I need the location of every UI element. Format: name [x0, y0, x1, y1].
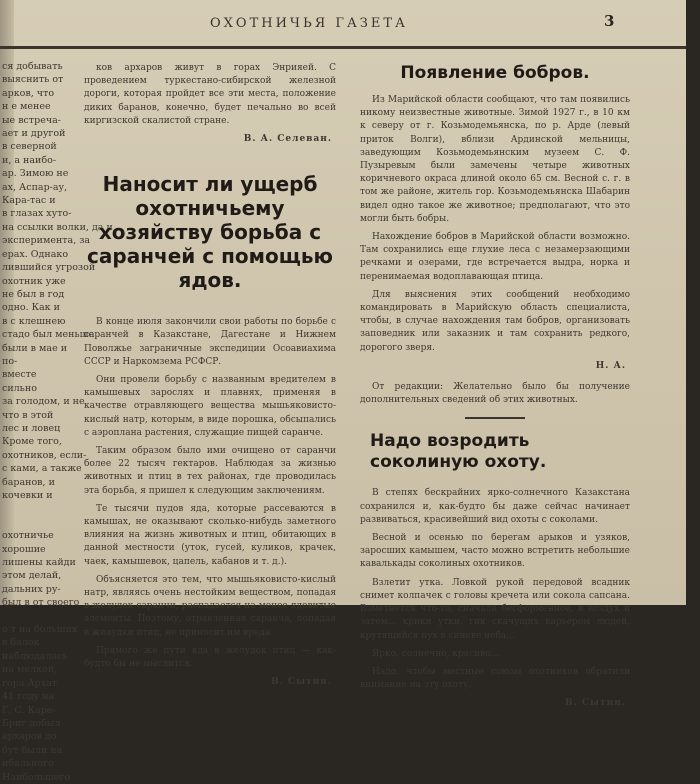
fragment-line: ся добывать: [2, 61, 63, 72]
fragment-line: в северной: [2, 141, 57, 153]
fragment-line: одно. Как и: [2, 302, 60, 314]
fragment-line: в глазах хуто-: [2, 208, 72, 220]
fragment-line: ибального: [2, 758, 54, 770]
fragment-line: [2, 516, 62, 529]
fragment-line: и, а наибо-: [2, 154, 57, 166]
fragment-line: Бриг добыл: [2, 717, 61, 729]
fragment-line: был в от своего: [2, 597, 80, 609]
fragment-line: дальних ру-: [2, 583, 61, 595]
fragment-line: за голодом, и не: [2, 396, 85, 408]
fragment-line: охотничье: [2, 530, 54, 542]
fragment-line: Кара-тас и: [2, 195, 56, 207]
fragment-line: сильно: [2, 382, 37, 394]
fragment-line: о т на больших: [2, 624, 78, 636]
fragment-line: лившийся угрозой: [2, 262, 96, 274]
locust-paragraph: Они провели борьбу с названным вредителем в камышевых зарослях и плавнях, применяя в качестве отравляющего вещества мышьяковисто-кислый натр, которым, в виде порошка, обсыпались с аэроплана растения, служащие пищей саранче.: [84, 375, 336, 438]
fragment-line: ах, Аспар-ау,: [2, 181, 68, 193]
section-divider: [465, 417, 525, 419]
fragment-line: ые встреча-: [2, 114, 61, 126]
fragment-line: лес и ловец: [2, 422, 61, 434]
beavers-signature: Н. А.: [595, 360, 626, 371]
fragment-line: хорошие: [2, 543, 46, 555]
falcon-signature: В. Сытин.: [564, 698, 626, 709]
fragment-line: ар. Зимою не: [2, 168, 69, 180]
fragment-line: в балок: [2, 637, 40, 649]
fragment-line: архаров до: [2, 731, 57, 743]
fragment-line: Г. С. Каре-: [2, 704, 56, 716]
locust-paragraph: Те тысячи пудов яда, которые рассеваются в камышах, не оказывают сколько-нибудь заметного влияния на жизнь животных и птиц, обитающих в данной местности (уток, гусей, куликов, крачек, чаек, камышевок, цапель, кабанов и т. д.).: [84, 503, 336, 567]
locust-paragraph: В конце июля закончили свои работы по борьбе с саранчей в Казакстане, Дагестане и Нижнем Поволжье заграничные экспедиции Осоавиахима СССР и Наркомзема РСФСР.: [84, 317, 336, 367]
fragment-line: с ками, а также: [2, 463, 82, 475]
article-headline-locust: Наносит ли ущерб охотничьему хозяйству борьба с саранчей с помощью ядов.: [87, 172, 333, 293]
fragment-line: н е менее: [2, 101, 51, 113]
falcon-paragraph: Взлетит утка. Ловкой рукой передовой всадник снимет колпачек с головы кречета или сокола сапсана. Взметнется что-то, сначала бесформенное, в воздух и затем... крики утки, гик скачущих карьером людей, крутящийся пух в синеве неба...: [360, 577, 630, 641]
locust-paragraph: Прямого же пути яда в желудок птиц — как-будто бы не мыслится.: [84, 645, 336, 670]
fragment-line: в с клешнею: [2, 315, 66, 327]
fragment-line: наблюдалась: [2, 650, 68, 662]
fragment-line: по-: [2, 355, 18, 367]
editor-note: От редакции: Желательно было бы получение дополнительных сведений об этих животных.: [360, 382, 630, 406]
fragment-line: стадо был меньше: [2, 329, 95, 341]
fragment-line: вместе: [2, 369, 37, 381]
fragment-line: 41 году на: [2, 691, 55, 703]
fragment-line: Кроме того,: [2, 436, 62, 448]
newspaper-title: ОХОТНИЧЬЯ ГАЗЕТА: [210, 16, 408, 31]
falcon-paragraph: В степях бескрайних ярко-солнечного Казакстана сохранился и, как-будто бы даже сейчас начинает развиваться, красивейший вид охоты с соколами.: [360, 488, 630, 525]
falcon-paragraph: Надо, чтобы местные союзы охотников обратили внимание на эту охоту.: [360, 666, 630, 691]
fragment-line: гора Архат: [2, 677, 58, 689]
fragment-line: что в этой: [2, 409, 54, 421]
article-headline-beavers: Появление бобров.: [400, 63, 590, 83]
fragment-line: были в мае и: [2, 342, 68, 354]
fragment-line: арков, что: [2, 87, 55, 99]
fragment-line: Наибольшего: [2, 771, 71, 783]
fragment-line: лишены кайди: [2, 557, 76, 569]
fragment-line: этом делай,: [2, 570, 62, 582]
falcon-paragraph: Ярко, солнечно, красиво...: [372, 648, 500, 659]
locust-paragraph: Объясняется это тем, что мышьяковисто-кислый натр, являясь очень нестойким веществом, попадая в желудок саранчи, распадается на менее ядовитые элементы. Поэтому, отравленная саранча, попадая в желудки птиц, не приносит им вреда.: [84, 574, 336, 638]
beavers-paragraph: Нахождение бобров в Марийской области возможно. Там сохранились еще глухие леса с незамерзающими речками и озерами, где встречается выдра, норка и перенимаемая водоплавающая птица.: [360, 232, 630, 282]
fragment-line: ает и другой: [2, 128, 66, 140]
beavers-paragraph: Для выяснения этих сообщений необходимо командировать в Марийскую область специалиста, чтобы, в случае нахождения там бобров, организовать заповедник или заказник и там сохранить редкого, дорогого зверя.: [360, 289, 630, 353]
locust-signature: В. Сытин.: [270, 677, 332, 688]
header-rule: [0, 46, 686, 49]
fragment-line: [2, 610, 62, 623]
column-middle: [84, 62, 336, 698]
beavers-paragraph: Из Марийской области сообщают, что там появились никому неизвестные животные. Зимой 1927 г., в 10 км к северу от г. Козьмодемьянска, по р. Арде (левый приток Волги), вблизи Ардинской мельницы, заведующим Козьмодемьянским музеем С. Ф. Пузыревым были замечены четыре животных коричневого окраса длиной около 65 см. Весной с. г. в том же районе, житель гор. Козьмодемьянска Шабарин видел одно такое же животное; предполагают, что это могли быть бобры.: [360, 95, 630, 224]
fragment-line: охотников, если-: [2, 449, 87, 461]
column-left-fragments: [2, 60, 113, 783]
locust-article-body: [84, 316, 336, 671]
falcon-paragraph: Весной и осенью по берегам арыков и узяков, заросших камышем, часто можно встретить небольшие кавалькады соколиных охотников.: [360, 533, 630, 570]
intro-signature: В. А. Селеван.: [243, 134, 332, 145]
fragment-line: эксперимента, за: [2, 235, 91, 247]
column-right: [360, 52, 630, 719]
intro-paragraph: ков архаров живут в горах Энрияей. С проведением туркестано-сибирской железной дороги, которая пройдет все эти места, положение диких баранов, конечно, будет печально во всей киргизской скалистой стране.: [84, 63, 336, 126]
fragment-line: баранов, и: [2, 476, 55, 488]
fragment-line: [2, 502, 62, 515]
article-headline-falconry: Надо возродить соколиную охоту.: [370, 431, 547, 473]
fragment-line: кочевки и: [2, 490, 53, 501]
fragment-line: охотник уже: [2, 275, 66, 287]
page-number: 3: [604, 12, 615, 30]
fragment-line: бут были на: [2, 744, 63, 756]
locust-paragraph: Таким образом было ими очищено от саранчи более 22 тысяч гектаров. Наблюдая за жизнью животных и птиц в тех районах, где проводилась эта борьба, я пришел к следующим заключениям.: [84, 446, 336, 496]
fragment-line: ерах. Однако: [2, 248, 69, 260]
fragment-line: на ссылки волки, да и: [2, 221, 113, 233]
fragment-line: не был в год: [2, 288, 65, 300]
fragment-line: на мелкой,: [2, 664, 58, 676]
fragment-line: выяснить от: [2, 74, 64, 86]
